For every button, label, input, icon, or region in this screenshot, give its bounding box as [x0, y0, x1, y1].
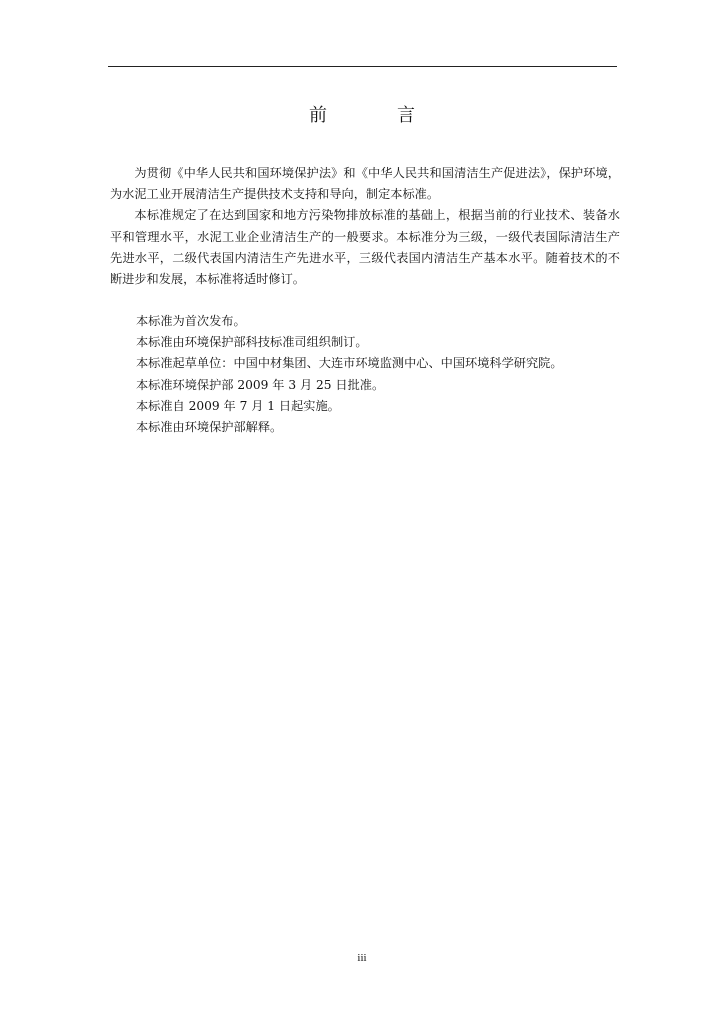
note-effective-date: 本标准自 2009 年 7 月 1 日起实施。: [136, 398, 340, 413]
note-organizer: 本标准由环境保护部科技标准司组织制订。: [136, 335, 368, 350]
note-approval-date: 本标准环境保护部 2009 年 3 月 25 日批准。: [136, 377, 385, 392]
standard-notes: [136, 311, 616, 438]
header-rule: [108, 66, 617, 67]
paragraph-scope: 本标准规定了在达到国家和地方污染物排放标准的基础上，根据当前的行业技术、装备水平和管理水平，水泥工业企业清洁生产的一般要求。本标准分为三级，一级代表国际清洁生产先进水平，二级代表国内清洁生产先进水平，三级代表国内清洁生产基本水平。随着技术的不断进步和发展，本标准将适时修订。: [110, 208, 620, 287]
page-number: iii: [357, 952, 367, 964]
note-drafting-units: 本标准起草单位：中国中材集团、大连市环境监测中心、中国环境科学研究院。: [136, 356, 563, 371]
note-interpretation: 本标准由环境保护部解释。: [136, 420, 283, 435]
page-title: 前 言: [309, 105, 441, 126]
foreword-body: [110, 163, 620, 290]
paragraph-purpose: 为贯彻《中华人民共和国环境保护法》和《中华人民共和国清洁生产促进法》，保护环境，为水泥工业开展清洁生产提供技术支持和导向，制定本标准。: [110, 166, 620, 202]
note-first-release: 本标准为首次发布。: [136, 314, 246, 328]
